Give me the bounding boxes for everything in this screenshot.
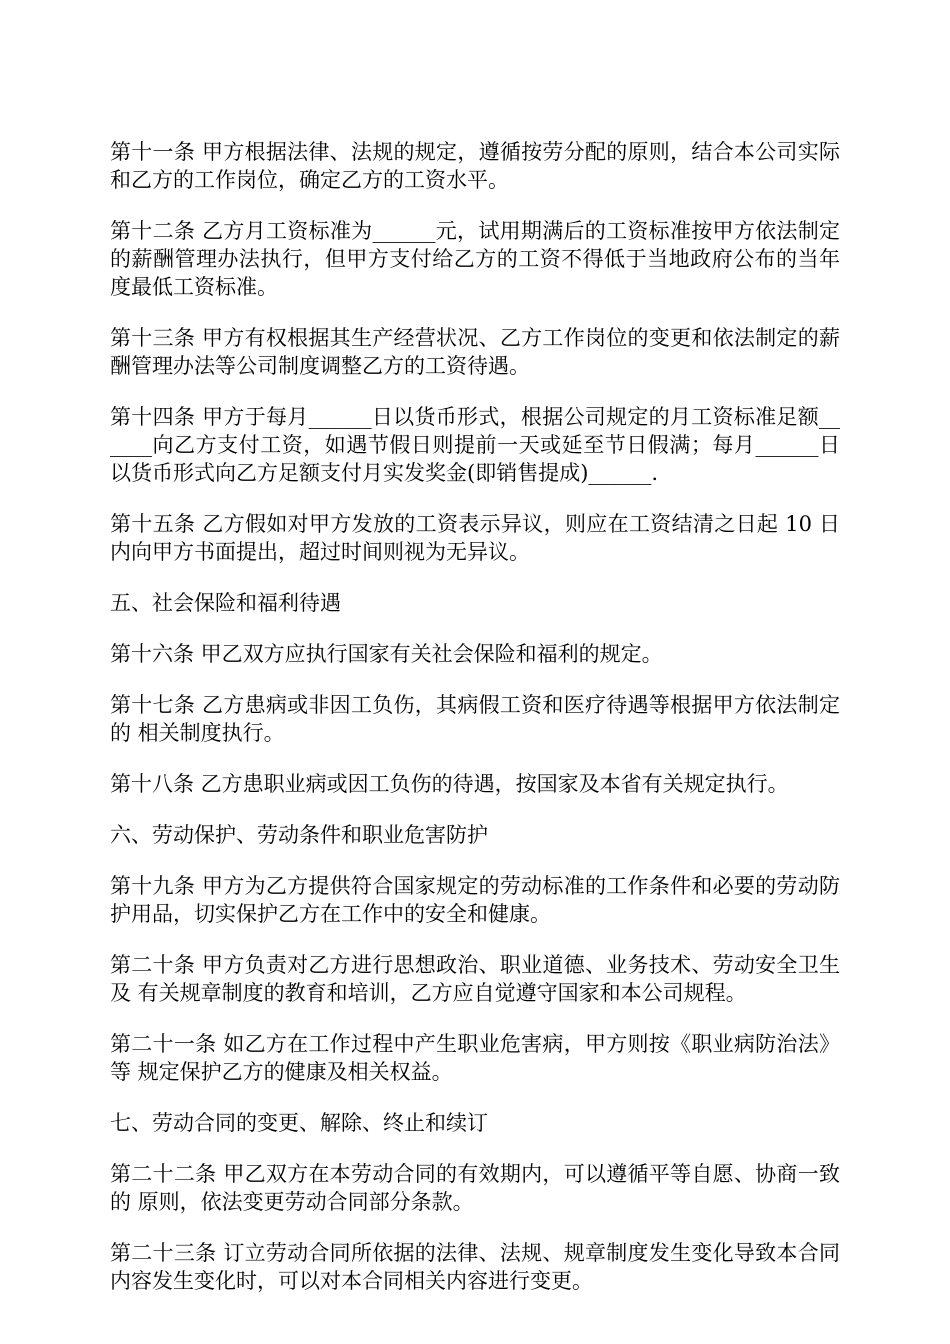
article-14: 第十四条 甲方于每月______日以货币形式，根据公司规定的月工资标准足额______向乙方支付工资，如遇节假日则提前一天或延至节日假满；每月______日以货币形式向乙方足额支付月实发奖金(即销售提成)______.: [110, 405, 840, 485]
article-21: 第二十一条 如乙方在工作过程中产生职业危害病，甲方则按《职业病防治法》等 规定保护乙方的健康及相关权益。: [110, 1032, 840, 1084]
article-19: 第十九条 甲方为乙方提供符合国家规定的劳动标准的工作条件和必要的劳动防护用品，切实保护乙方在工作中的安全和健康。: [110, 874, 840, 926]
section-heading-labor-protection: 六、劳动保护、劳动条件和职业危害防护: [110, 823, 488, 847]
article-20: 第二十条 甲方负责对乙方进行思想政治、职业道德、业务技术、劳动安全卫生及 有关规章制度的教育和培训，乙方应自觉遵守国家和本公司规程。: [110, 953, 840, 1005]
article-23: 第二十三条 订立劳动合同所依据的法律、法规、规章制度发生变化导致本合同内容发生变化时，可以对本合同相关内容进行变更。: [110, 1241, 840, 1293]
article-11: 第十一条 甲方根据法律、法规的规定，遵循按劳分配的原则，结合本公司实际和乙方的工作岗位，确定乙方的工资水平。: [110, 140, 840, 192]
document-page: [110, 138, 840, 1318]
article-15: 第十五条 乙方假如对甲方发放的工资表示异议，则应在工资结清之日起 10 日内向甲方书面提出，超过时间则视为无异议。: [110, 512, 840, 564]
article-13: 第十三条 甲方有权根据其生产经营状况、乙方工作岗位的变更和依法制定的薪酬管理办法等公司制度调整乙方的工资待遇。: [110, 326, 840, 378]
article-18: 第十八条 乙方患职业病或因工负伤的待遇，按国家及本省有关规定执行。: [110, 772, 789, 796]
article-16: 第十六条 甲乙双方应执行国家有关社会保险和福利的规定。: [110, 642, 663, 666]
section-heading-social-insurance: 五、社会保险和福利待遇: [110, 591, 341, 615]
section-heading-contract-changes: 七、劳动合同的变更、解除、终止和续订: [110, 1111, 488, 1135]
article-12: 第十二条 乙方月工资标准为______元，试用期满后的工资标准按甲方依法制定的薪酬管理办法执行，但甲方支付给乙方的工资不得低于当地政府公布的当年度最低工资标准。: [110, 219, 840, 299]
article-17: 第十七条 乙方患病或非因工负伤，其病假工资和医疗待遇等根据甲方依法制定的 相关制度执行。: [110, 693, 840, 745]
article-22: 第二十二条 甲乙双方在本劳动合同的有效期内，可以遵循平等自愿、协商一致的 原则，依法变更劳动合同部分条款。: [110, 1162, 840, 1214]
